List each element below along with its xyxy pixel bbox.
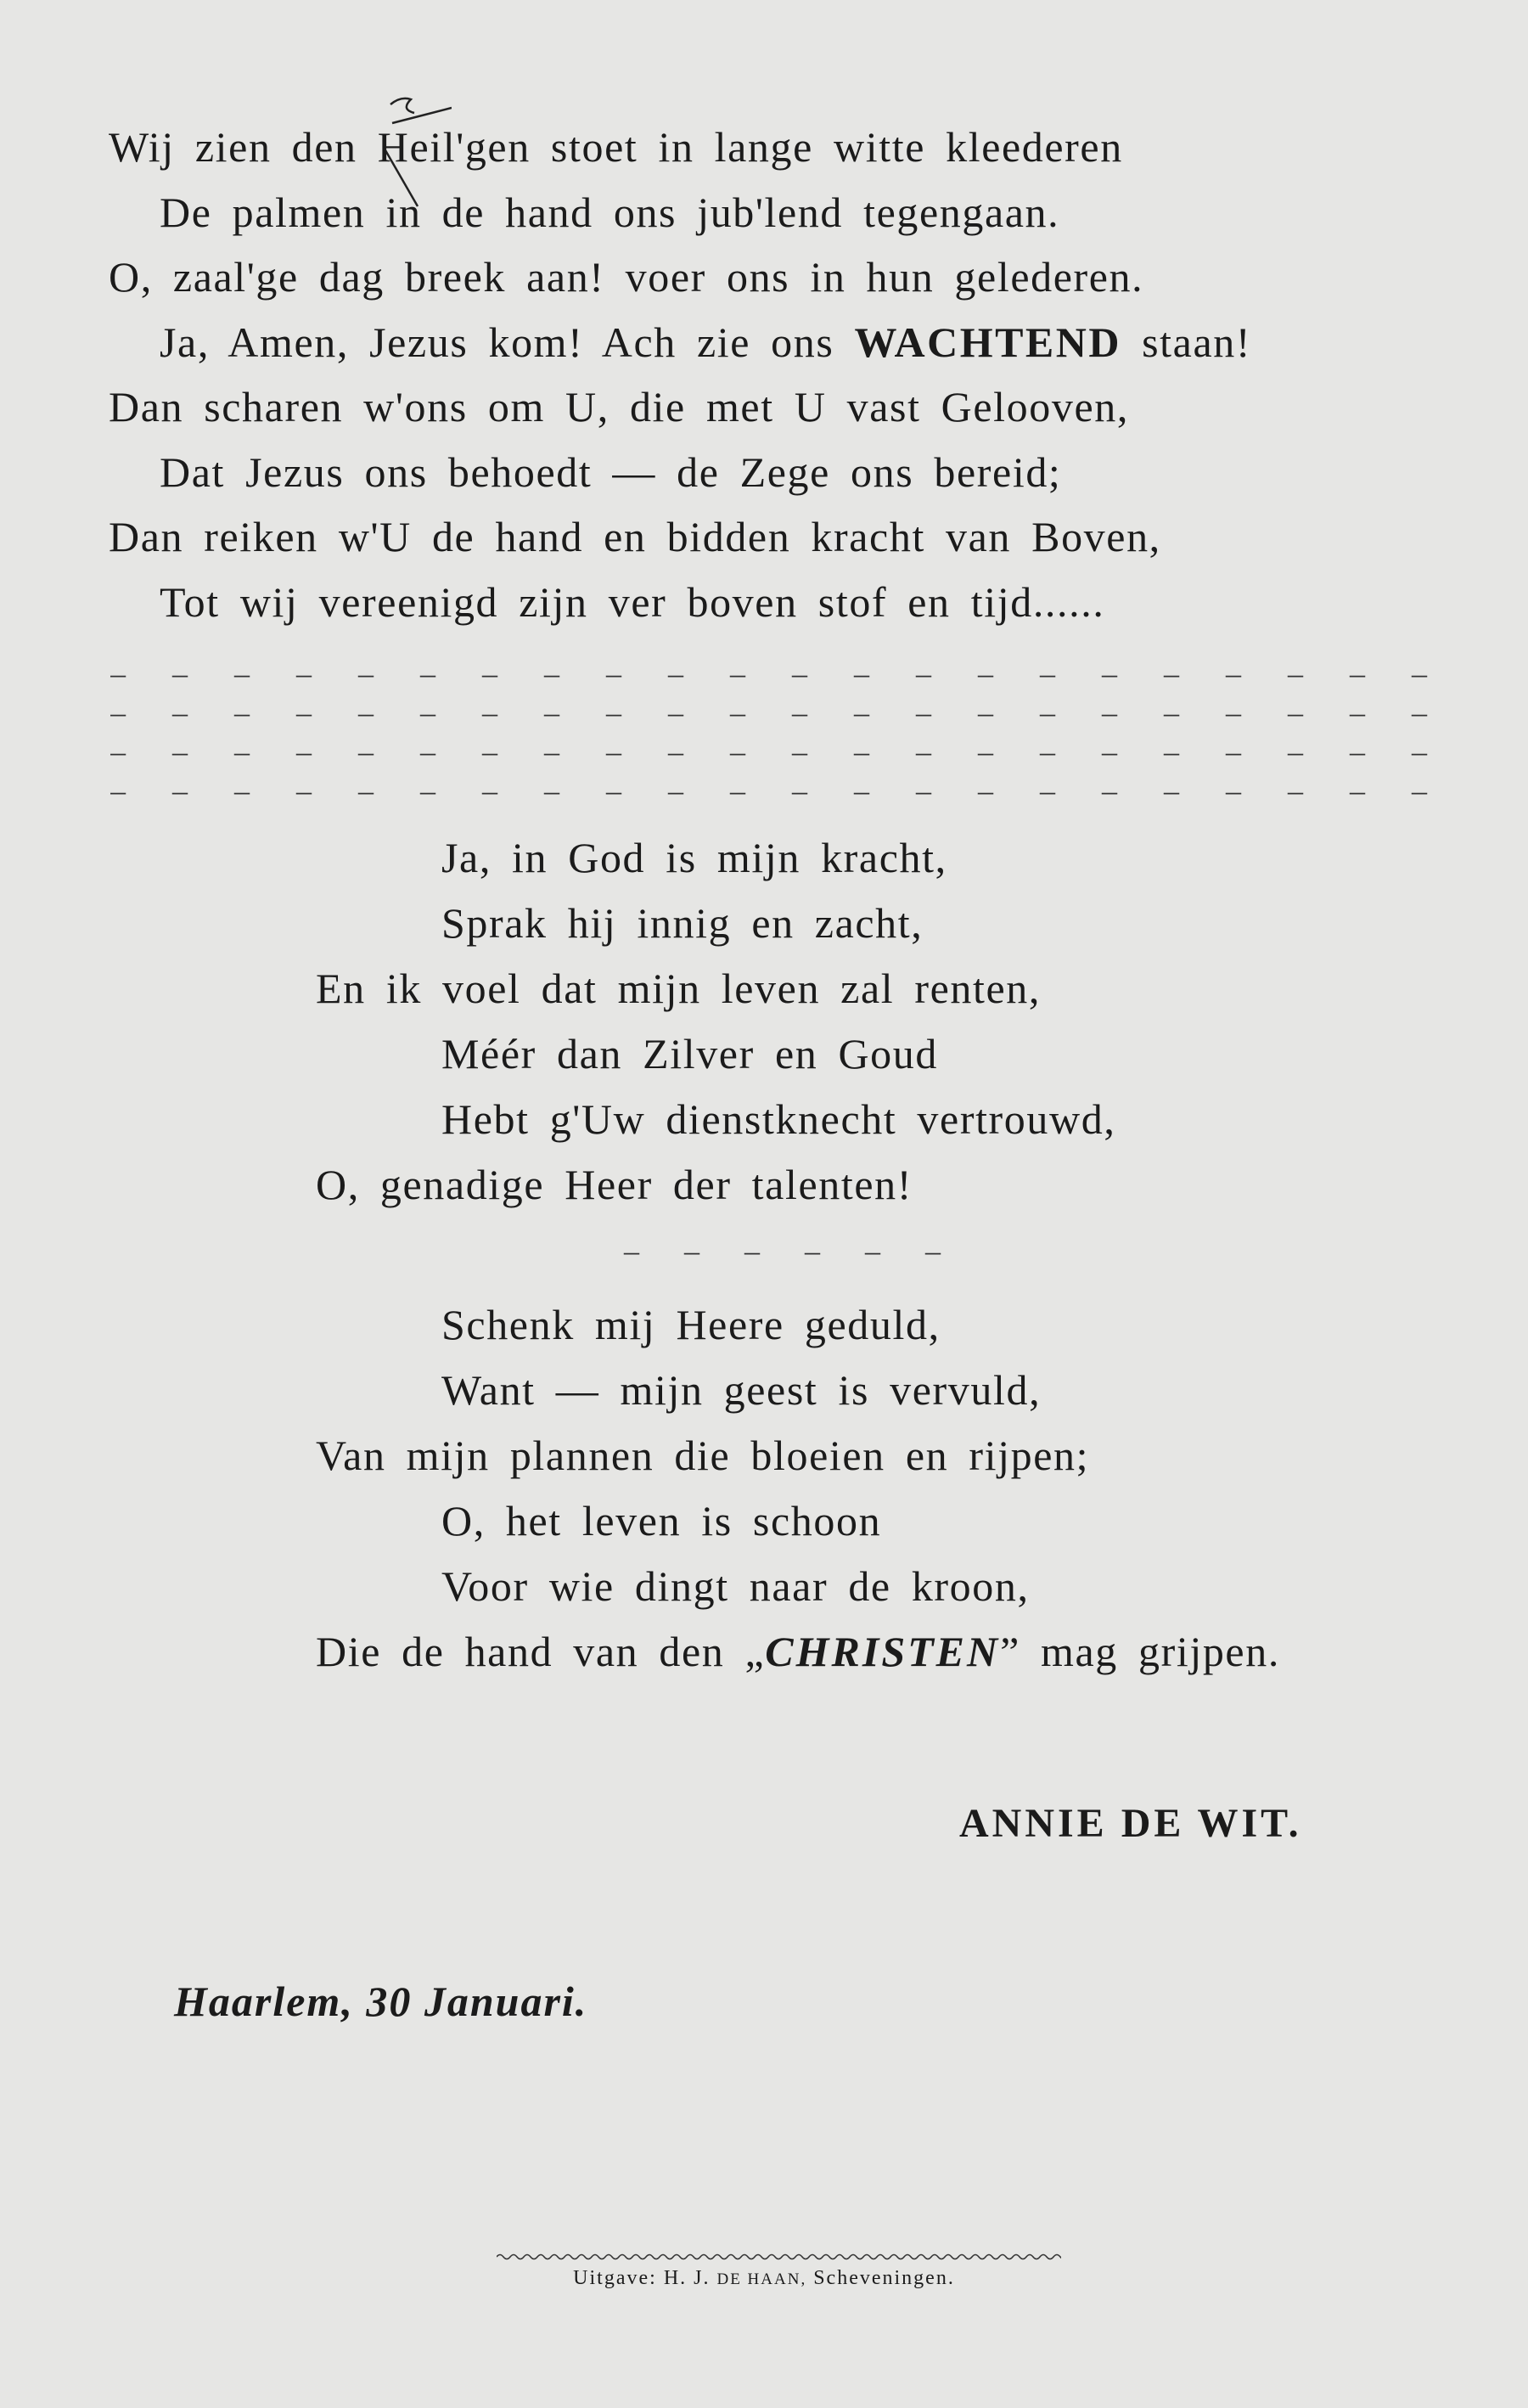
author-signature: ANNIE DE WIT. (959, 1801, 1302, 1846)
dashed-row: – – – – – – – – – – – – – – – – – – – – – – (110, 656, 1447, 690)
verse-text: Die de hand van den „ (316, 1628, 766, 1675)
publisher-prefix: Uitgave: H. J. (573, 2267, 717, 2289)
verse-text: Ja, Amen, Jezus kom! Ach zie ons (160, 318, 855, 366)
verse-line: En ik voel dat mijn leven zal renten, (316, 965, 1041, 1012)
verse-line: De palmen in de hand ons jub'lend tegengaan. (160, 188, 1060, 236)
verse-line (316, 1619, 1419, 1685)
verse-line: Méér dan Zilver en Goud (441, 1030, 938, 1077)
stanza-separator: – – – – – – (624, 1234, 959, 1268)
dashed-row: – – – – – – – – – – – – – – – – – – – – – – (110, 734, 1447, 768)
verse-line: Dan scharen w'ons om U, die met U vast Gelooven, (109, 383, 1129, 430)
emphasized-word: WACHTEND (854, 318, 1121, 366)
verse-line: Hebt g'Uw dienstknecht vertrouwd, (441, 1095, 1116, 1143)
verse-line: O, genadige Heer der talenten! (316, 1161, 913, 1208)
verse-text: staan! (1121, 318, 1252, 366)
verse-line: Van mijn plannen die bloeien en rijpen; (316, 1432, 1090, 1479)
poem-stanza-2 (316, 825, 1419, 1218)
dashed-row: – – – – – – – – – – – – – – – – – – – – – – (110, 774, 1447, 807)
publisher-imprint (0, 2267, 1528, 2290)
verse-line: O, het leven is schoon (441, 1497, 882, 1544)
dashed-divider-block (110, 654, 1469, 810)
verse-line: O, zaal'ge dag breek aan! voer ons in hun gelederen. (109, 253, 1144, 301)
dashed-row: – – – – – – – – – – – – – – – – – – – – – – (110, 695, 1447, 729)
verse-line: Tot wij vereenigd zijn ver boven stof en tijd...... (160, 577, 1105, 626)
verse-line: Dat Jezus ons behoedt — de Zege ons bereid; (160, 447, 1062, 496)
place-and-date: Haarlem, 30 Januari. (174, 1978, 588, 2025)
verse-line: Schenk mij Heere geduld, (441, 1301, 941, 1348)
verse-line: Dan reiken w'U de hand en bidden kracht van Boven, (109, 513, 1161, 560)
verse-line: Wij zien den Heil'gen stoet in lange witte kleederen (109, 123, 1123, 171)
publisher-suffix: Scheveningen. (806, 2267, 955, 2289)
poem-stanza-1 (109, 115, 1467, 634)
poem-stanza-3 (316, 1292, 1419, 1685)
wavy-rule-ornament (497, 2252, 1061, 2262)
verse-text: ” mag grijpen. (1000, 1628, 1280, 1675)
verse-line: Sprak hij innig en zacht, (441, 899, 924, 947)
verse-line: Voor wie dingt naar de kroon, (441, 1562, 1030, 1610)
verse-line (109, 310, 1467, 375)
verse-line: Want — mijn geest is vervuld, (441, 1366, 1042, 1414)
verse-line: Ja, in God is mijn kracht, (441, 834, 947, 881)
emphasized-word: CHRISTEN (765, 1628, 1001, 1675)
publisher-name: DE HAAN, (716, 2270, 807, 2288)
